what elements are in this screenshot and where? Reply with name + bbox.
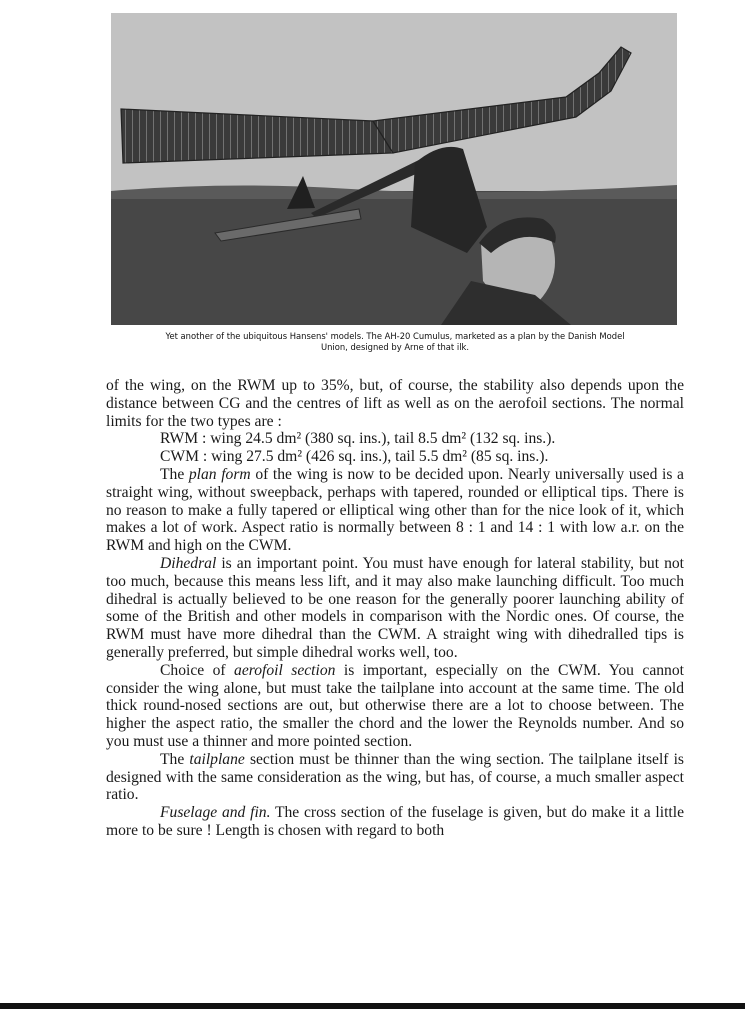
plan-form-lead: The [160, 465, 189, 483]
caption-line-1: Yet another of the ubiquitous Hansens' models. The AH-20 Cumulus, marketed as a plan by the Danish Model [165, 331, 625, 341]
paragraph-fuselage [106, 804, 684, 840]
tailplane-text: section must be thinner than the wing section. The tailplane itself is designed with the same consideration as the wing, but has, of course, a much smaller aspect ratio. [106, 750, 684, 804]
term-fuselage-and-fin: Fuselage and fin. [160, 804, 271, 822]
article-body [106, 377, 684, 840]
figure-caption [104, 331, 686, 352]
fuselage-text: The cross section of the fuselage is given, but do make it a little more to be sure ! Length is chosen with regard to both [106, 804, 684, 839]
dihedral-text: is an important point. You must have enough for lateral stability, but not too much, because this means less lift, and it may also make launching difficult. Too much dihedral is actually believed to be one reason for the generally poorer launching ability of some of the British and other models in comparison with the Nordic ones. Of course, the RWM must have more dihedral than the CWM. A straight wing with dihedralled tips is generally preferred, but simple dihedral works well, too. [106, 554, 684, 661]
term-tailplane: tailplane [189, 750, 245, 768]
paragraph-plan-form [106, 466, 684, 555]
term-plan-form: plan form [188, 465, 251, 483]
spec-cwm: CWM : wing 27.5 dm² (426 sq. ins.), tail 5.5 dm² (85 sq. ins.). [160, 448, 549, 466]
page-bottom-border [0, 1003, 745, 1009]
paragraph-tailplane [106, 751, 684, 804]
paragraph-wing-stability: of the wing, on the RWM up to 35%, but, of course, the stability also depends upon the distance between CG and the centres of lift as well as on the aerofoil sections. The normal limits for the two types are : [106, 377, 684, 430]
term-aerofoil-section: aerofoil section [234, 661, 336, 679]
glider-photo [111, 13, 677, 325]
paragraph-dihedral [106, 555, 684, 662]
aerofoil-lead: Choice of [160, 661, 235, 679]
term-dihedral: Dihedral [160, 554, 217, 572]
aerofoil-text: is important, especially on the CWM. You cannot consider the wing alone, but must take the tailplane into account at the same time. The old thick round-nosed sections are out, but otherwise there are a lot to choose between. The higher the aspect ratio, the smaller the chord and the lower the Reynolds number. And so you must use a thinner and more pointed section. [106, 661, 684, 750]
spec-rwm: RWM : wing 24.5 dm² (380 sq. ins.), tail 8.5 dm² (132 sq. ins.). [160, 430, 556, 448]
caption-line-2: Union, designed by Arne of that ilk. [320, 341, 470, 352]
field [111, 191, 677, 325]
plan-form-text: of the wing is now to be decided upon. Nearly universally used is a straight wing, without sweepback, perhaps with tapered, rounded or elliptical tips. There is no reason to make a fully tapered or elliptical wing other than for the nice look of it, which makes a lot of work. Aspect ratio is normally between 8 : 1 and 14 : 1 with low a.r. on the RWM and high on the CWM. [106, 465, 684, 555]
paragraph-aerofoil [106, 662, 684, 751]
photo-illustration [111, 13, 677, 325]
tailplane-lead: The [160, 750, 190, 768]
